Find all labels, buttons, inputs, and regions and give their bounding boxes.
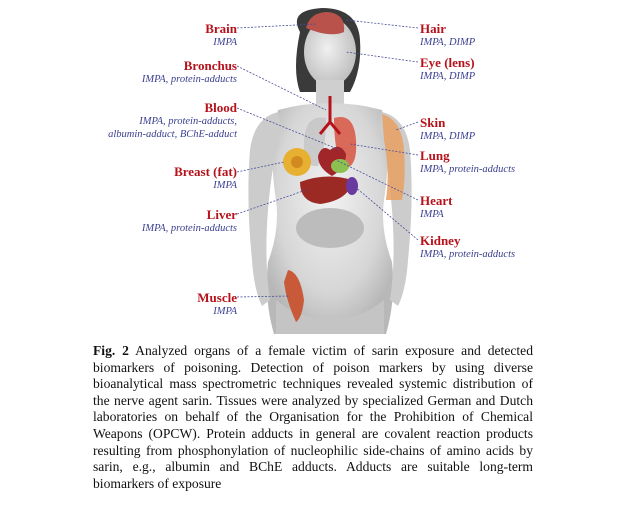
caption-text: Analyzed organs of a female victim of sarin exposure and detected biomarkers of poisoning. Detection of poison markers by using diverse bioanalytical mass spectrometric techniques revealed systemic distribution of the nerve agent sarin. Tissues were analyzed by specialized German and Dutch laboratories on behalf of the Organisation for the Prohibition of Chemical Weapons (OPCW). Protein adducts in general are covalent reaction products resulting from phosphonylation of nucleophilic side-chains of amino acids by sarin, e.g., albumin and BChE adducts. Adducts are suitable long-term biomarkers of exposure: [93, 343, 533, 491]
biomarker-text: IMPA, protein-adducts: [141, 74, 237, 85]
organ-name: Brain: [205, 21, 237, 36]
biomarker-text: IMPA, protein-adducts: [141, 223, 237, 234]
label-skin: [420, 115, 475, 143]
figure-caption: [93, 343, 533, 492]
label-eye-lens: [420, 55, 475, 83]
label-hair: [420, 21, 475, 49]
biomarker-text: IMPA, protein-adducts: [420, 164, 516, 175]
biomarker-text: IMPA: [213, 37, 237, 48]
organ-name: Eye (lens): [420, 55, 475, 70]
label-breast-fat: [174, 164, 237, 192]
organ-name: Hair: [420, 21, 446, 36]
biomarker-text: IMPA: [420, 209, 444, 220]
biomarker-text: albumin-adduct, BChE-adduct: [108, 129, 237, 140]
kidney-shape: [346, 177, 358, 195]
figure-label: Fig. 2: [93, 343, 129, 358]
biomarker-text: IMPA: [213, 180, 237, 191]
label-muscle: [197, 290, 237, 318]
biomarker-text: IMPA, DIMP: [420, 71, 476, 82]
organ-name: Lung: [420, 148, 450, 163]
label-brain: [205, 21, 237, 49]
biomarker-text: IMPA, protein-adducts: [420, 249, 516, 260]
organ-name: Liver: [206, 207, 237, 222]
organ-name: Skin: [420, 115, 446, 130]
label-lung: [420, 148, 515, 176]
stomach-shape: [331, 159, 349, 173]
label-kidney: [420, 233, 515, 261]
biomarker-text: IMPA: [213, 306, 237, 317]
label-liver: [142, 207, 237, 235]
label-heart: [420, 193, 452, 221]
organ-name: Bronchus: [183, 58, 237, 73]
biomarker-text: IMPA, protein-adducts,: [139, 116, 237, 127]
biomarker-text: IMPA, DIMP: [420, 131, 476, 142]
biomarker-text: IMPA, DIMP: [420, 37, 476, 48]
organ-name: Blood: [204, 100, 237, 115]
organ-name: Breast (fat): [174, 164, 237, 179]
organ-name: Kidney: [420, 233, 461, 248]
organ-name: Heart: [420, 193, 453, 208]
label-bronchus: [142, 58, 237, 86]
organ-name: Muscle: [197, 290, 237, 305]
label-blood: [108, 100, 237, 141]
intestine-shape: [296, 208, 364, 248]
